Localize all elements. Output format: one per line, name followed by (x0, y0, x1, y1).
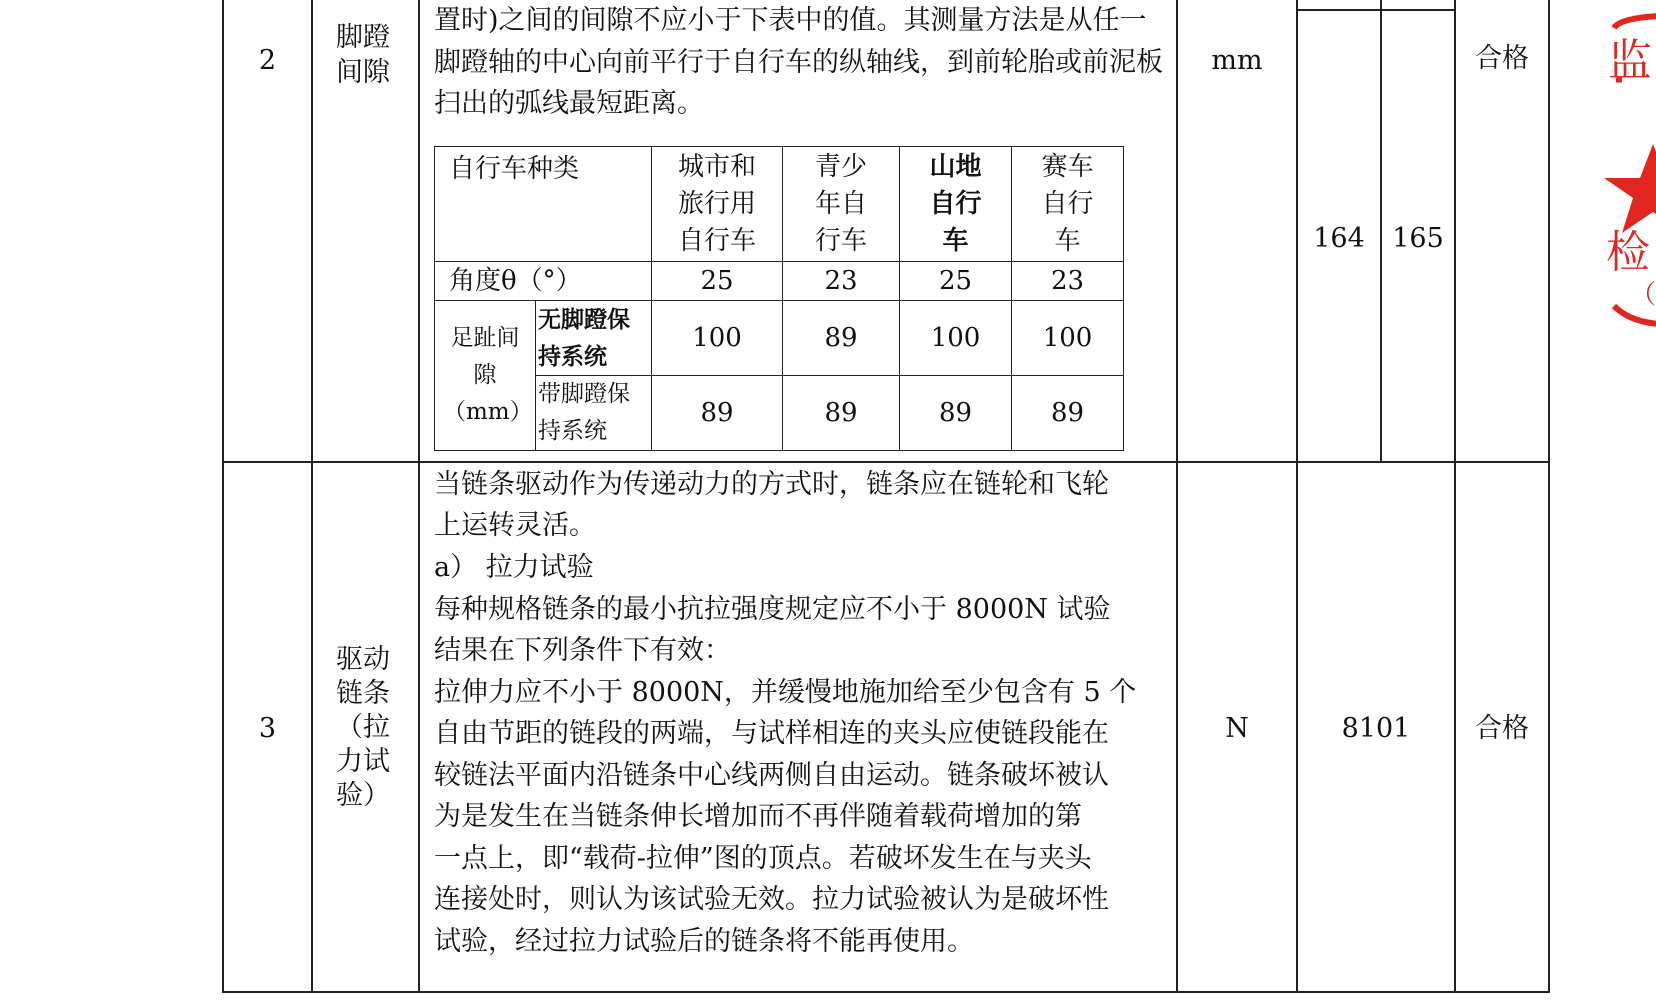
table-border-bottom (222, 991, 1549, 993)
requirement-line: 当链条驱动作为传递动力的方式时，链条应在链轮和飞轮 (434, 469, 1109, 500)
angle-value: 23 (783, 262, 900, 301)
column-divider-item (418, 0, 420, 993)
angle-value: 25 (652, 262, 783, 301)
clearance-value: 89 (783, 376, 900, 451)
item-name: 脚蹬 间隙 (336, 22, 390, 88)
requirement-line: 每种规格链条的最小抗拉强度规定应不小于 8000N 试验 (434, 594, 1111, 625)
requirement-text: 置时)之间的间隙不应小于下表中的值。其测量方法是从任一脚蹬轴的中心向前平行于自行车的纵轴线，到前轮胎或前泥板扫出的弧线最短距离。 (434, 5, 1163, 119)
row-number: 3 (258, 712, 277, 744)
requirement-line: 连接处时，则认为该试验无效。拉力试验被认为是破坏性 (434, 884, 1109, 915)
result-value-1: 164 (1313, 222, 1365, 254)
column-divider-results (1454, 0, 1456, 993)
table-border-left (222, 0, 224, 993)
bike-type-city: 城市和旅行用自行车 (652, 147, 783, 262)
angle-label: 角度θ（°） (435, 262, 652, 301)
result-header-line (1296, 9, 1454, 11)
requirement-line: 上运转灵活。 (434, 510, 596, 541)
requirement-line: 自由节距的链段的两端，与试样相连的夹头应使链段能在 (434, 718, 1109, 749)
stamp-text-bottom: （ (1630, 280, 1656, 310)
requirement-line: 为是发生在当链条伸长增加而不再伴随着载荷增加的第 (434, 801, 1082, 832)
clearance-value: 100 (652, 301, 783, 376)
requirement-line: 试验，经过拉力试验后的链条将不能再使用。 (434, 926, 974, 957)
angle-value: 25 (900, 262, 1012, 301)
clearance-value: 100 (900, 301, 1012, 376)
requirement-line: 结果在下列条件下有效： (434, 635, 731, 666)
row-number: 2 (258, 44, 277, 76)
requirement-line: 一点上，即“载荷-拉伸”图的顶点。若破坏发生在与夹头 (434, 843, 1092, 874)
requirement-line: 较链法平面内沿链条中心线两侧自由运动。链条破坏被认 (434, 760, 1109, 791)
angle-value: 23 (1012, 262, 1124, 301)
item-name: 驱动链条（拉力试验） (336, 644, 390, 811)
clearance-value: 89 (900, 376, 1012, 451)
bike-type-header: 自行车种类 (435, 147, 652, 262)
clearance-value: 100 (1012, 301, 1124, 376)
conclusion: 合格 (1475, 712, 1529, 744)
clearance-value: 89 (652, 376, 783, 451)
clearance-sub-table (434, 146, 1124, 451)
stamp-text-mid: 检 (1606, 227, 1650, 278)
bike-type-racing: 赛车自行车 (1012, 147, 1124, 262)
result-value-2: 165 (1392, 222, 1444, 254)
row-divider (222, 461, 1549, 463)
no-retention-label: 无脚蹬保持系统 (536, 301, 652, 376)
unit: mm (1211, 44, 1263, 76)
stamp-text-top: 监 (1608, 35, 1652, 86)
toe-clearance-label: 足趾间隙（mm） (435, 301, 536, 451)
requirement-line: 拉伸力应不小于 8000N，并缓慢地施加给至少包含有 5 个 (434, 677, 1137, 708)
column-divider-no (311, 0, 313, 993)
column-divider-requirement (1176, 0, 1178, 993)
result-value: 8101 (1341, 712, 1411, 744)
star-icon (1608, 138, 1653, 218)
column-divider-unit (1296, 0, 1298, 993)
bike-type-youth: 青少年自行车 (783, 147, 900, 262)
clearance-value: 89 (783, 301, 900, 376)
requirement-line: a） 拉力试验 (434, 552, 594, 583)
clearance-value: 89 (1012, 376, 1124, 451)
conclusion: 合格 (1475, 42, 1529, 74)
table-border-right (1548, 0, 1550, 993)
unit: N (1225, 712, 1249, 744)
with-retention-label: 带脚蹬保持系统 (536, 376, 652, 451)
bike-type-mountain: 山地自行车 (900, 147, 1012, 262)
